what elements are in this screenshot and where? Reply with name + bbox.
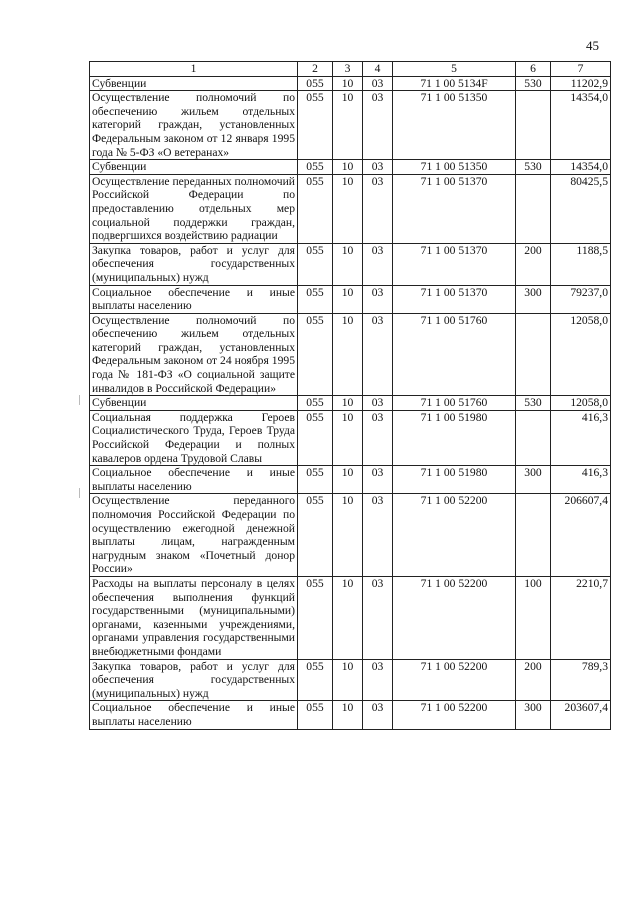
table-row [90,91,611,160]
amount-value: 206607,4 [551,494,611,577]
budget-table [89,61,611,730]
amount-value: 14354,0 [551,160,611,175]
ministry-code: 055 [298,396,333,411]
expense-type-code [516,174,551,243]
amount-value: 789,3 [551,659,611,701]
ministry-code: 055 [298,659,333,701]
row-description: Закупка товаров, работ и услуг для обеспечения государственных (муниципальных) нужд [90,243,298,285]
section-code: 10 [333,466,363,494]
table-row [90,160,611,175]
table-row [90,659,611,701]
column-header: 6 [516,62,551,77]
subsection-code: 03 [363,466,393,494]
expense-type-code [516,91,551,160]
row-description: Социальное обеспечение и иные выплаты населению [90,466,298,494]
amount-value: 416,3 [551,466,611,494]
subsection-code: 03 [363,313,393,396]
target-article-code: 71 1 00 51760 [393,313,516,396]
expense-type-code: 300 [516,701,551,729]
amount-value: 80425,5 [551,174,611,243]
expense-type-code [516,313,551,396]
row-description: Осуществление переданных полномочий Российской Федерации по предоставлению отдельных мер социальной поддержки граждан, подвергшихся воздействию радиации [90,174,298,243]
table-row [90,174,611,243]
amount-value: 203607,4 [551,701,611,729]
target-article-code: 71 1 00 51370 [393,174,516,243]
target-article-code: 71 1 00 52200 [393,576,516,659]
table-row [90,243,611,285]
subsection-code: 03 [363,91,393,160]
target-article-code: 71 1 00 51980 [393,466,516,494]
section-code: 10 [333,396,363,411]
ministry-code: 055 [298,243,333,285]
table-row [90,576,611,659]
subsection-code: 03 [363,576,393,659]
target-article-code: 71 1 00 51350 [393,91,516,160]
row-description: Субвенции [90,76,298,91]
amount-value: 11202,9 [551,76,611,91]
target-article-code: 71 1 00 51370 [393,285,516,313]
row-description: Расходы на выплаты персоналу в целях обеспечения выполнения функций государственными (муниципальными) органами, казенными учреждениями, органами управления государственными внебюджетными фондами [90,576,298,659]
table-header-row [90,62,611,77]
target-article-code: 71 1 00 51760 [393,396,516,411]
expense-type-code: 300 [516,466,551,494]
expense-type-code: 100 [516,576,551,659]
section-code: 10 [333,174,363,243]
expense-type-code: 200 [516,243,551,285]
section-code: 10 [333,659,363,701]
column-header: 4 [363,62,393,77]
amount-value: 14354,0 [551,91,611,160]
subsection-code: 03 [363,659,393,701]
ministry-code: 055 [298,76,333,91]
table-row [90,396,611,411]
section-code: 10 [333,494,363,577]
target-article-code: 71 1 00 52200 [393,659,516,701]
expense-type-code [516,410,551,465]
amount-value: 1188,5 [551,243,611,285]
row-description: Социальное обеспечение и иные выплаты населению [90,701,298,729]
ministry-code: 055 [298,466,333,494]
row-description: Осуществление полномочий по обеспечению жильем отдельных категорий граждан, установленных Федеральным законом от 12 января 1995 года № 5-ФЗ «О ветеранах» [90,91,298,160]
target-article-code: 71 1 00 51980 [393,410,516,465]
subsection-code: 03 [363,76,393,91]
row-description: Социальное обеспечение и иные выплаты населению [90,285,298,313]
section-code: 10 [333,410,363,465]
expense-type-code [516,494,551,577]
amount-value: 2210,7 [551,576,611,659]
ministry-code: 055 [298,313,333,396]
ministry-code: 055 [298,701,333,729]
ministry-code: 055 [298,285,333,313]
table-row [90,494,611,577]
target-article-code: 71 1 00 52200 [393,701,516,729]
row-description: Закупка товаров, работ и услуг для обеспечения государственных (муниципальных) нужд [90,659,298,701]
column-header: 5 [393,62,516,77]
target-article-code: 71 1 00 52200 [393,494,516,577]
column-header: 3 [333,62,363,77]
column-header: 7 [551,62,611,77]
margin-mark [79,395,80,405]
expense-type-code: 530 [516,160,551,175]
ministry-code: 055 [298,494,333,577]
subsection-code: 03 [363,285,393,313]
subsection-code: 03 [363,243,393,285]
amount-value: 12058,0 [551,396,611,411]
ministry-code: 055 [298,91,333,160]
ministry-code: 055 [298,410,333,465]
amount-value: 12058,0 [551,313,611,396]
subsection-code: 03 [363,160,393,175]
column-header: 2 [298,62,333,77]
target-article-code: 71 1 00 5134F [393,76,516,91]
section-code: 10 [333,701,363,729]
column-header: 1 [90,62,298,77]
section-code: 10 [333,76,363,91]
row-description: Осуществление полномочий по обеспечению жильем отдельных категорий граждан, установленных Федеральным законом от 24 ноября 1995 года № 181-ФЗ «О социальной защите инвалидов в Российской Федерации» [90,313,298,396]
expense-type-code: 530 [516,76,551,91]
expense-type-code: 200 [516,659,551,701]
subsection-code: 03 [363,396,393,411]
subsection-code: 03 [363,410,393,465]
row-description: Субвенции [90,396,298,411]
row-description: Осуществление переданного полномочия Российской Федерации по осуществлению ежегодной денежной выплаты лицам, награжденным нагрудным знаком «Почетный донор России» [90,494,298,577]
table-row [90,410,611,465]
row-description: Социальная поддержка Героев Социалистического Труда, Героев Труда Российской Федерации и полных кавалеров ордена Трудовой Славы [90,410,298,465]
target-article-code: 71 1 00 51350 [393,160,516,175]
table-row [90,76,611,91]
target-article-code: 71 1 00 51370 [393,243,516,285]
row-description: Субвенции [90,160,298,175]
table-row [90,701,611,729]
amount-value: 79237,0 [551,285,611,313]
expense-type-code: 300 [516,285,551,313]
ministry-code: 055 [298,174,333,243]
section-code: 10 [333,243,363,285]
subsection-code: 03 [363,174,393,243]
margin-mark [79,488,80,498]
ministry-code: 055 [298,160,333,175]
section-code: 10 [333,160,363,175]
ministry-code: 055 [298,576,333,659]
table-row [90,285,611,313]
subsection-code: 03 [363,494,393,577]
section-code: 10 [333,313,363,396]
amount-value: 416,3 [551,410,611,465]
section-code: 10 [333,285,363,313]
section-code: 10 [333,576,363,659]
table-row [90,466,611,494]
expense-type-code: 530 [516,396,551,411]
subsection-code: 03 [363,701,393,729]
table-row [90,313,611,396]
section-code: 10 [333,91,363,160]
page-number: 45 [586,38,599,53]
